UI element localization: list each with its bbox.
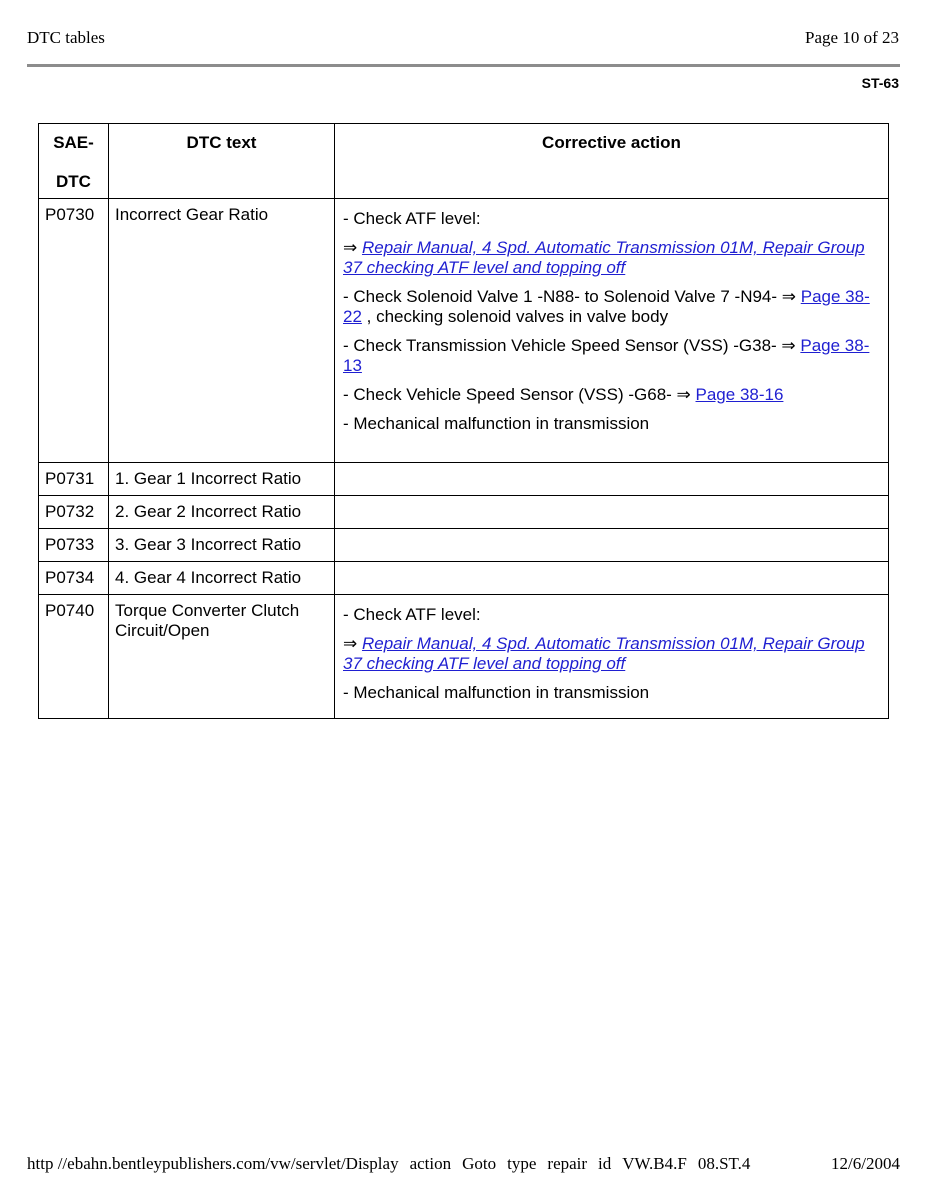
footer-url [27, 1154, 761, 1174]
action-text: ⇒ [343, 238, 362, 257]
footer-url-part: VW.B4.F [622, 1154, 687, 1173]
action-line [343, 605, 882, 625]
dtc-code-cell: P0732 [39, 496, 109, 529]
footer-url-part: id [598, 1154, 612, 1173]
footer-url-part: action [409, 1154, 452, 1173]
corrective-action-cell [335, 463, 889, 496]
action-text: ⇒ [343, 634, 362, 653]
header-title: DTC tables [27, 28, 105, 47]
table-header-row [39, 124, 889, 199]
action-line [341, 336, 882, 376]
page-reference-link[interactable]: Page 38-13 [343, 336, 870, 375]
dtc-table [38, 123, 889, 719]
dtc-text-cell: Incorrect Gear Ratio [109, 199, 335, 463]
action-line [341, 287, 882, 327]
column-header-sae: SAE- [53, 133, 94, 152]
table-row [39, 562, 889, 595]
table-row [39, 199, 889, 463]
header-divider [27, 64, 900, 67]
page-number: Page 10 of 23 [805, 28, 899, 47]
dtc-text-cell: 4. Gear 4 Incorrect Ratio [109, 562, 335, 595]
section-page-code: ST-63 [861, 75, 899, 91]
dtc-code-cell: P0733 [39, 529, 109, 562]
action-line [341, 414, 882, 434]
corrective-action-cell [335, 199, 889, 463]
page-reference-link[interactable]: Page 38-22 [343, 287, 870, 326]
column-header-dtc-text: DTC text [109, 124, 335, 199]
dtc-code-cell: P0730 [39, 199, 109, 463]
dtc-code-cell: P0731 [39, 463, 109, 496]
action-text: - Mechanical malfunction in transmission [343, 414, 650, 433]
action-text: - Mechanical malfunction in transmission [343, 683, 650, 702]
dtc-text-cell: 3. Gear 3 Incorrect Ratio [109, 529, 335, 562]
page-reference-link[interactable]: Page 38-16 [695, 385, 784, 404]
dtc-text-cell: 2. Gear 2 Incorrect Ratio [109, 496, 335, 529]
action-text: - Check ATF level: [343, 209, 481, 228]
action-line [343, 209, 882, 229]
dtc-text-cell: 1. Gear 1 Incorrect Ratio [109, 463, 335, 496]
column-header-dtc: DTC [56, 172, 91, 191]
footer-url-part: Goto [462, 1154, 497, 1173]
action-text: - Check Vehicle Speed Sensor (VSS) -G68- ⇒ [343, 385, 696, 404]
dtc-code-cell: P0734 [39, 562, 109, 595]
repair-manual-link[interactable]: Repair Manual, 4 Spd. Automatic Transmission 01M, Repair Group 37 checking ATF level and topping off [343, 634, 865, 673]
table-row [39, 595, 889, 719]
action-text: - Check Solenoid Valve 1 -N88- to Solenoid Valve 7 -N94- ⇒ [343, 287, 801, 306]
action-line [341, 683, 882, 703]
repair-manual-link[interactable]: Repair Manual, 4 Spd. Automatic Transmission 01M, Repair Group 37 checking ATF level and topping off [343, 238, 865, 277]
corrective-action-cell [335, 529, 889, 562]
column-header-sae-dtc [39, 124, 109, 199]
action-line [341, 385, 882, 405]
action-text-suffix: , checking solenoid valves in valve body [361, 307, 669, 326]
action-text: - Check ATF level: [343, 605, 481, 624]
corrective-action-cell [335, 562, 889, 595]
table-row [39, 529, 889, 562]
action-text: - Check Transmission Vehicle Speed Sensor (VSS) -G38- ⇒ [343, 336, 801, 355]
corrective-action-cell [335, 595, 889, 719]
table-row [39, 463, 889, 496]
footer-url-part: http //ebahn.bentleypublishers.com/vw/servlet/Display [27, 1154, 399, 1173]
footer-url-part: 08.ST.4 [697, 1154, 751, 1173]
table-body [39, 199, 889, 719]
footer-url-part: type [507, 1154, 537, 1173]
action-line [341, 238, 882, 278]
dtc-code-cell: P0740 [39, 595, 109, 719]
footer-url-part: repair [547, 1154, 588, 1173]
column-header-corrective-action: Corrective action [335, 124, 889, 199]
table-row [39, 496, 889, 529]
action-line [341, 634, 882, 674]
dtc-text-cell: Torque Converter Clutch Circuit/Open [109, 595, 335, 719]
corrective-action-cell [335, 496, 889, 529]
footer-date: 12/6/2004 [831, 1154, 900, 1173]
